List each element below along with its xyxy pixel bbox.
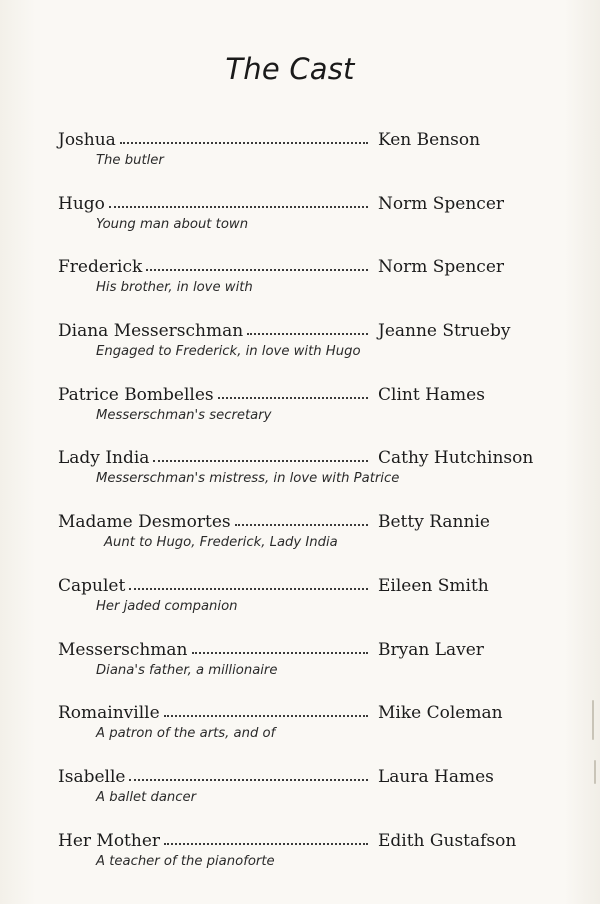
actor-name: Norm Spencer	[378, 193, 505, 214]
actor-name: Edith Gustafson	[378, 830, 517, 851]
cast-entry	[58, 440, 538, 504]
actor-slot	[378, 385, 538, 405]
character-name: Capulet	[58, 575, 126, 596]
role-description: Aunt to Hugo, Frederick, Lady India	[104, 535, 338, 551]
dot-leader	[235, 524, 368, 526]
page-edge-mark	[594, 760, 596, 784]
role-description: A patron of the arts, and of	[96, 726, 276, 742]
actor-name: Bryan Laver	[378, 639, 484, 660]
role-description: The butler	[96, 153, 164, 168]
character-name: Lady India	[58, 448, 150, 469]
role-description: Diana's father, a millionaire	[96, 662, 278, 678]
character-name: Hugo	[58, 193, 105, 214]
role-line	[58, 186, 538, 214]
character-name: Frederick	[58, 257, 143, 278]
character-name: Messerschman	[58, 639, 188, 660]
dot-leader	[192, 652, 368, 654]
character-name: Isabelle	[58, 766, 126, 787]
role-line	[58, 122, 538, 150]
actor-name: Cathy Hutchinson	[378, 448, 534, 469]
cast-entry	[58, 632, 538, 696]
dot-leader	[129, 588, 368, 590]
role-line	[58, 504, 538, 532]
actor-slot	[378, 831, 538, 851]
actor-name: Eileen Smith	[378, 575, 489, 596]
cast-entry	[58, 568, 538, 632]
actor-slot	[378, 321, 538, 341]
role-description: Messerschman's secretary	[96, 407, 272, 423]
actor-name: Laura Hames	[378, 766, 494, 787]
role-description: Messerschman's mistress, in love with Patrice	[96, 471, 400, 487]
dot-leader	[109, 206, 368, 208]
role-line	[58, 632, 538, 660]
cast-entry	[58, 823, 538, 887]
actor-name: Betty Rannie	[378, 512, 490, 533]
character-name: Patrice Bombelles	[58, 384, 214, 405]
role-line	[58, 568, 538, 596]
role-line	[58, 759, 538, 787]
actor-name: Norm Spencer	[378, 257, 505, 278]
dot-leader	[164, 843, 368, 845]
character-name: Romainville	[58, 703, 160, 724]
role-line	[58, 313, 538, 341]
dot-leader	[164, 715, 368, 717]
page-edge-mark	[592, 700, 594, 740]
role-description: Young man about town	[96, 216, 249, 232]
cast-entry	[58, 249, 538, 313]
cast-entry	[58, 377, 538, 441]
actor-slot	[378, 194, 538, 214]
dot-leader	[120, 142, 368, 144]
actor-slot	[378, 576, 538, 596]
cast-entry	[58, 695, 538, 759]
actor-name: Clint Hames	[378, 384, 485, 405]
actor-slot	[378, 130, 538, 150]
actor-name: Mike Coleman	[378, 703, 503, 724]
actor-slot	[378, 767, 538, 787]
cast-entry	[58, 313, 538, 377]
role-description: Engaged to Frederick, in love with Hugo	[96, 344, 361, 360]
role-description: A teacher of the pianoforte	[96, 853, 275, 869]
role-description: His brother, in love with	[96, 280, 253, 296]
role-description: A ballet dancer	[96, 789, 197, 805]
page-title: The Cast	[225, 52, 355, 86]
actor-name: Jeanne Strueby	[378, 321, 511, 342]
role-line	[58, 695, 538, 723]
actor-slot	[378, 448, 538, 468]
dot-leader	[129, 779, 368, 781]
character-name: Diana Messerschman	[58, 321, 244, 342]
dot-leader	[146, 269, 368, 271]
role-line	[58, 377, 538, 405]
cast-entry	[58, 122, 538, 186]
actor-slot	[378, 257, 538, 277]
dot-leader	[247, 333, 368, 335]
character-name: Madame Desmortes	[58, 512, 231, 533]
actor-slot	[378, 640, 538, 660]
character-name: Joshua	[58, 130, 116, 150]
role-line	[58, 440, 538, 468]
dot-leader	[153, 460, 368, 462]
cast-entry	[58, 759, 538, 823]
character-name: Her Mother	[58, 830, 161, 851]
actor-slot	[378, 512, 538, 532]
dot-leader	[218, 397, 368, 399]
actor-slot	[378, 703, 538, 723]
actor-name: Ken Benson	[378, 130, 481, 150]
cast-list	[58, 122, 538, 886]
cast-entry	[58, 504, 538, 568]
role-line	[58, 823, 538, 851]
cast-entry	[58, 186, 538, 250]
role-line	[58, 249, 538, 277]
role-description: Her jaded companion	[96, 598, 238, 614]
